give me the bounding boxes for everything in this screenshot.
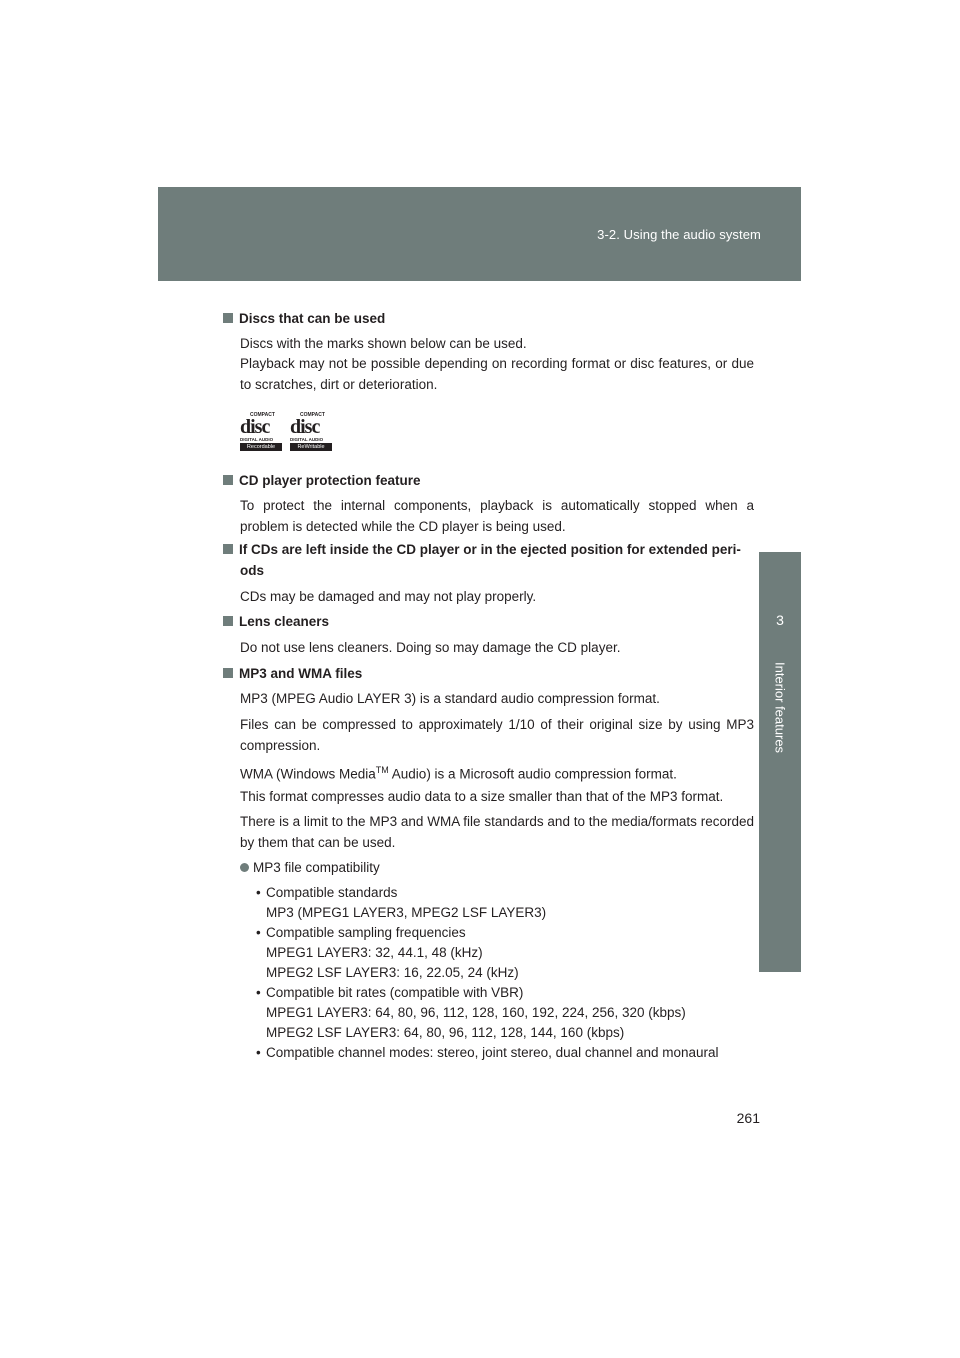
mp3wma-p5: There is a limit to the MP3 and WMA file standards and to the media/formats recorded by them that can be used. (240, 814, 754, 850)
trademark-mark: TM (375, 765, 389, 775)
discs-line-1: Discs with the marks shown below can be used. (240, 336, 527, 351)
logo-big-text: disc (290, 416, 320, 438)
subheading-mp3-compat (240, 857, 380, 878)
bullet-sampling: • Compatible sampling frequencies MPEG1 LAYER3: 32, 44.1, 48 (kHz) MPEG2 LSF LAYER3: 16, 22.05, 24 (kHz) (256, 923, 756, 983)
mp3wma-p1: MP3 (MPEG Audio LAYER 3) is a standard audio compression format. (240, 691, 660, 706)
compact-disc-rewritable-logo (288, 412, 334, 452)
heading-text: Discs that can be used (239, 311, 386, 326)
bullet-title: Compatible sampling frequencies (266, 925, 466, 940)
compact-disc-recordable-logo (238, 412, 284, 452)
heading-lens (223, 611, 758, 632)
p3-text-a: WMA (Windows Media (240, 766, 376, 782)
heading-mp3-wma (223, 663, 758, 684)
disc-logos (238, 412, 338, 452)
round-bullet-icon (240, 863, 249, 872)
heading-discs (223, 308, 758, 329)
heading-text: CD player protection feature (239, 473, 421, 488)
discs-line-2: Playback may not be possible depending on recording format or disc features, or due to scratches, dirt or deterioration. (240, 356, 754, 392)
mp3wma-p2: Files can be compressed to approximately 1/10 of their original size by using MP3 compression. (240, 717, 754, 753)
chapter-side-tab (759, 552, 801, 972)
heading-text: MP3 and WMA files (239, 666, 363, 681)
bullet-standards: • Compatible standards MP3 (MPEG1 LAYER3, MPEG2 LSF LAYER3) (256, 883, 756, 923)
heading-left-inside (223, 539, 758, 581)
logo-mid-text: DIGITAL AUDIO (240, 437, 274, 442)
page-number: 261 (736, 1110, 760, 1126)
bullet-channel-modes: • Compatible channel modes: stereo, joint stereo, dual channel and monaural (256, 1045, 719, 1060)
mp3wma-p4: This format compresses audio data to a size smaller than that of the MP3 format. (240, 789, 724, 804)
bullet-line: MPEG2 LSF LAYER3: 64, 80, 96, 112, 128, 144, 160 (kbps) (266, 1025, 625, 1040)
square-bullet-icon (223, 616, 233, 626)
logo-big-text: disc (240, 416, 270, 438)
p3-text-b: Audio) is a Microsoft audio compression format. (388, 766, 677, 782)
heading-protection (223, 470, 758, 491)
left-inside-text: CDs may be damaged and may not play properly. (240, 589, 537, 604)
bullet-line: MPEG1 LAYER3: 32, 44.1, 48 (kHz) (266, 945, 483, 960)
lens-text: Do not use lens cleaners. Doing so may damage the CD player. (240, 640, 621, 655)
square-bullet-icon (223, 475, 233, 485)
bullet-line: MP3 (MPEG1 LAYER3, MPEG2 LSF LAYER3) (266, 905, 547, 920)
square-bullet-icon (223, 313, 233, 323)
logo-top-text: COMPACT (250, 412, 275, 418)
logo-top-text: COMPACT (300, 412, 325, 418)
bullet-line: MPEG2 LSF LAYER3: 16, 22.05, 24 (kHz) (266, 965, 519, 980)
logo-tag-text: ReWritable (290, 443, 332, 451)
bullet-line: MPEG1 LAYER3: 64, 80, 96, 112, 128, 160, 192, 224, 256, 320 (kbps) (266, 1005, 686, 1020)
subheading-text: MP3 file compatibility (253, 860, 380, 875)
bullet-title: Compatible standards (266, 885, 398, 900)
mp3wma-p3 (240, 760, 754, 785)
bullet-bitrates: • Compatible bit rates (compatible with VBR) MPEG1 LAYER3: 64, 80, 96, 112, 128, 160, 192, 224, 256, 320 (kbps) MPEG2 LSF LAYER3: 64, 80, 96, 112, 128, 144, 160 (kbps) (256, 983, 756, 1043)
bullet-title: Compatible bit rates (compatible with VBR) (266, 985, 524, 1000)
square-bullet-icon (223, 544, 233, 554)
protection-text: To protect the internal components, playback is automatically stopped when a problem is detected while the CD player is being used. (240, 498, 754, 534)
chapter-number: 3 (776, 612, 784, 628)
header-bar (158, 187, 801, 281)
section-title: 3-2. Using the audio system (597, 227, 761, 242)
logo-mid-text: DIGITAL AUDIO (290, 437, 324, 442)
bullet-title: Compatible channel modes: stereo, joint stereo, dual channel and monaural (266, 1045, 719, 1060)
heading-text: Lens cleaners (239, 614, 330, 629)
logo-tag-text: Recordable (240, 443, 282, 451)
heading-text: If CDs are left inside the CD player or in the ejected position for extended peri-ods (239, 542, 741, 578)
square-bullet-icon (223, 668, 233, 678)
chapter-label: Interior features (772, 662, 788, 754)
